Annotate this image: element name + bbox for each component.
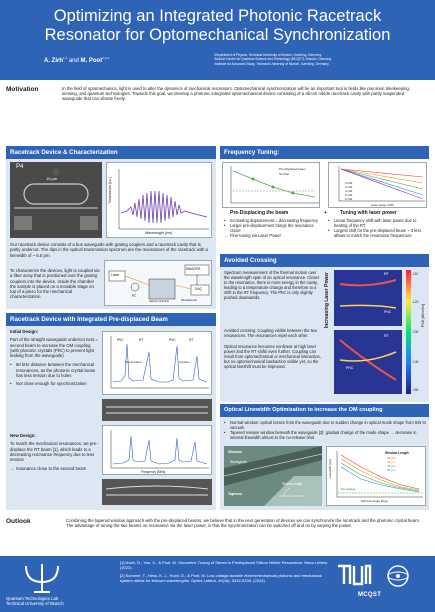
reference-1: [1] Huch, D., Yao, X., & Poot, M. Geometric Tuning of Stress in Predisplaced Silicon Nitride Resonators. Nano Letters. (2022). <box>120 560 329 571</box>
outlook-label: Outlook <box>6 518 31 525</box>
colorbar-tick-1: -110 <box>412 272 419 276</box>
new-design-arrow: → resonance close to the second beam <box>10 466 98 471</box>
transmission-ylabel: Transmission [a.u.] <box>108 177 112 204</box>
photo-label-window: Window <box>228 450 242 454</box>
initial-design-text: Part of the straight waveguide undercut next = second beam to increase the OM coupling (with photonic crystals (PhC) to prevent light leaking from the waveguide) <box>10 337 98 359</box>
setup-pc-label: PC <box>132 294 137 298</box>
psd-map-top <box>334 270 402 326</box>
setup-schematic <box>104 260 212 306</box>
outlook-section <box>6 516 429 556</box>
initial-sem-image <box>102 399 212 421</box>
colorbar-tick-4: -140 <box>412 360 419 364</box>
initial-bullet-1: • 50 kHz distance between the mechanical resonances, as the photonic crystal beam has less tension due to holes <box>10 362 98 378</box>
optical-panel <box>220 404 429 510</box>
lab-logo <box>22 562 62 594</box>
linewidth-limit-label: No release <box>341 487 356 491</box>
lab-name: Quantum Technologies Lab Technical University of Munich <box>6 596 64 607</box>
new-plot-xlabel: Frequency [MHz] <box>141 470 166 474</box>
setup-daq-label: DAQ <box>195 287 202 291</box>
racetrack-text-1: Our racetrack device consists of a bus waveguide with grating couplers and a racetrack cavity that is partly undercut. The dips in the optical transmission spectrum are the resonances of the racetrack with a linewidth of ~ 6.5 pm. <box>10 242 208 258</box>
chip-label: P4 <box>16 164 24 170</box>
linewidth-ylabel: Linewidth [pm] <box>328 459 332 479</box>
plot-label-phc-2: PhC <box>169 338 176 342</box>
plot-label-inplane: In-plane <box>179 360 190 364</box>
plot-label-outofplane: Out-of-plane <box>125 360 142 364</box>
motivation-text: In the field of optomechanics, light is used to alter the dynamics of mechanical resonators. Optomechanical synchronization will be an important tool in fields like precision timekeeping, sensing, and quantum technologies. Towards this goal, we develop a photonic integrated optomechanical device consisting of a silicon nitride racetrack cavity with partly suspended waveguide that can vibrate freely. <box>62 86 410 102</box>
setup-nwa-label: NWA/SPA <box>186 267 201 271</box>
linewidth-svg <box>327 447 427 507</box>
initial-sem-drawing <box>102 399 212 421</box>
predisplace-legend-1: Pre-displaced beam <box>279 167 306 171</box>
racetrack-sem-image <box>10 162 102 238</box>
new-sem-image <box>102 479 212 505</box>
racetrack-panel <box>6 146 216 309</box>
lab-logo-icon <box>22 562 62 594</box>
initial-spectrum-plot <box>102 331 212 395</box>
affiliations: ¹Department of Physics, Technical University of Munich, Garching, Germany ²Munich Center for Quantum Science and Technology (MCQST), Munich, Germany ³Institute for Advanced Study, Technical University of Munich, Garching, Germany <box>214 53 332 66</box>
tum-logo <box>336 564 372 586</box>
psd-map-top-svg <box>334 270 402 326</box>
avoided-panel <box>220 254 429 402</box>
racetrack-heading: Racetrack Device & Characterization <box>6 146 216 159</box>
avoided-heading: Avoided Crossing <box>220 254 429 267</box>
optical-heading: Optical Linewidth Optimization to increase the OM coupling <box>220 404 429 417</box>
setup-photodetector-label: Photodetector <box>181 299 198 302</box>
avoided-text-3: Optical resonance becomes nonlinear at high laser power and the RT shifts even further. Coupling can result from optomechanical or mechanical interaction, but no optomechanical backaction visible yet, so the optical lineshift must be improved. <box>224 344 321 369</box>
mcqst-logo-icon <box>384 564 412 588</box>
laser-legend-5: 8 mW <box>345 197 353 201</box>
predisplace-legend-2: Normal <box>279 172 289 176</box>
map-bottom-phc: PhC <box>346 366 354 370</box>
frequency-heading: Frequency Tuning: <box>220 146 429 159</box>
frequency-right-bullets: • Linear frequency shift with laser power due to heating of the RT • Largest shift for the pre-displaced beam ~ 3 kHz allows to match the resonance frequencies <box>328 218 428 238</box>
laser-legend-2: 2 mW <box>345 185 353 189</box>
plot-label-rt-1: RT <box>139 338 144 342</box>
linewidth-plot <box>326 446 426 506</box>
reference-2: [2] Sommer, T., Hess, K. J., Huch, D., & Poot, M. Low-voltage-tunable electromechanical photonic and mechanical system nitride for telecom wavelengths. Optics Letters, 49(18), 5332-5335. (2024). <box>120 572 322 584</box>
colorbar-tick-3: -130 <box>412 330 419 334</box>
plot-label-rt-2: RT <box>189 338 194 342</box>
frequency-section <box>220 146 429 248</box>
poster-title: Optimizing an Integrated Photonic Racetrack Resonator for Optomechanical Synchronization <box>44 7 391 44</box>
tapered-window-photo <box>224 446 322 506</box>
plot-label-phc-1: PhC <box>117 338 124 342</box>
photo-label-tapered: Tapered <box>228 492 242 496</box>
author-2: M. Poot <box>80 58 103 64</box>
new-design <box>10 433 98 472</box>
colorbar-label: PSD [dBm/Hz] <box>421 304 425 328</box>
new-design-text: To match the mechanical resonances, we pre-displace the RT beam [1], which leads to a decreasing resonance frequency due to less tension <box>10 441 98 463</box>
photo-label-angle: Window Angle <box>282 482 303 486</box>
new-spectrum-plot <box>102 425 212 475</box>
photo-label-waveguide: Waveguide <box>230 460 247 464</box>
laser-power-label: Increasing Laser Power <box>324 272 330 329</box>
sub-plus: + <box>324 210 327 216</box>
references <box>120 560 330 584</box>
setup-laser-label: Laser <box>111 273 120 277</box>
sub-laser: Tuning with laser power <box>340 210 397 216</box>
new-sem-drawing <box>102 479 212 505</box>
laser-xlabel: Laser power [mW] <box>371 203 394 207</box>
sem-scale-label: 10 µm <box>46 176 58 181</box>
racetrack-sem-drawing <box>10 162 102 238</box>
predisplace-svg <box>223 163 321 209</box>
motivation-label: Motivation <box>6 86 39 93</box>
psd-colorbar <box>406 270 411 394</box>
frequency-left-bullets: • Increasing displacement = decreasing frequency • Larger pre-displacement brings the resonance closer → Fine-tuning via Laser Power <box>224 218 322 238</box>
poster-footer <box>0 556 435 612</box>
linewidth-xlabel: Window Angle [deg] <box>361 499 388 503</box>
author-1: A. Zirh <box>44 58 63 64</box>
predisplaced-heading: Racetrack Device with Integrated Pre-displaced Beam <box>6 313 216 326</box>
linewidth-legend-1: 25 µm <box>387 456 396 460</box>
predisplaced-panel <box>6 313 216 510</box>
transmission-xlabel: Wavelength [nm] <box>145 231 172 235</box>
avoided-text-2: Avoided crossing: Coupling visible between the two resonances. The resonances repel each other. <box>224 328 317 338</box>
tapered-window-svg <box>224 446 322 506</box>
outlook-text: Combining the tapered window approach with the pre-displaced beams, we believe that in the next generation of devices we can synchronize the racetrack and the photonic crystal beam. The advantage of tuning the two beams on resonance via the laser power, is that the synchronization can be switched off and on by varying the power. <box>66 518 420 529</box>
new-spectrum-svg <box>103 426 213 476</box>
transmission-plot <box>106 162 212 238</box>
racetrack-text-2: To characterize the devices, light is coupled via a fiber array that is positioned over the grating couplers into the device. Inside the chamber the sample is placed on a movable stage on top of a piezo for the mechanical characterization. <box>10 268 100 300</box>
map-bottom-rt: RT <box>384 334 389 338</box>
tum-logo-icon <box>336 564 372 586</box>
colorbar-tick-5: -150 <box>412 388 419 392</box>
linewidth-legend-title: Window Length <box>385 451 409 455</box>
initial-bullet-2: • Not close enough for synchronization <box>10 381 98 386</box>
laser-power-plot <box>328 162 427 208</box>
optical-bullets: • Normal window: optical losses from the waveguide due to sudden change in optical mode shape from SiN to vacuum • Tapered release window beneath the waveguide [2]: gradual change of the mode shape → decrease in internal linewidth almost to the no-release limit <box>224 420 426 440</box>
setup-chamber-label: Vacuum chamber <box>149 300 170 303</box>
sub-predisplace: Pre-Displacing the beam <box>230 210 289 216</box>
motivation-section <box>6 84 429 138</box>
mcqst-label: MCQST <box>358 592 382 598</box>
new-design-title: New Design: <box>10 433 36 438</box>
psd-map-bottom <box>334 330 402 394</box>
initial-design <box>10 329 98 387</box>
initial-design-title: Initial Design: <box>10 329 39 334</box>
predisplace-plot <box>222 162 320 208</box>
linewidth-legend-2: 35 µm <box>387 460 396 464</box>
linewidth-legend-3: 45 µm <box>387 464 396 468</box>
linewidth-legend-4: 55 µm <box>387 468 396 472</box>
colorbar-tick-2: -120 <box>412 300 419 304</box>
laser-legend-3: 4 mW <box>345 189 353 193</box>
laser-legend-1: 0 mW <box>345 181 353 185</box>
map-top-rt: RT <box>384 272 389 276</box>
transmission-svg <box>107 163 213 239</box>
poster-header <box>0 0 435 80</box>
avoided-text-1: Spectrum measurement of the thermal motion over the wavelength span of an optical resonance. Closer to the resonance, there is more energy in the cavity, leading to a temperature change and therefore to a shift in the RT frequency. The PhC is only slightly pushed downwards. <box>224 270 320 300</box>
laser-legend-4: 6 mW <box>345 193 353 197</box>
map-top-phc: PhC <box>384 310 392 314</box>
authors: A. Zirh$^{1,2}$ and M. Poot$^{1,2,3}$ <box>44 56 109 64</box>
psd-map-bottom-svg <box>334 330 402 394</box>
